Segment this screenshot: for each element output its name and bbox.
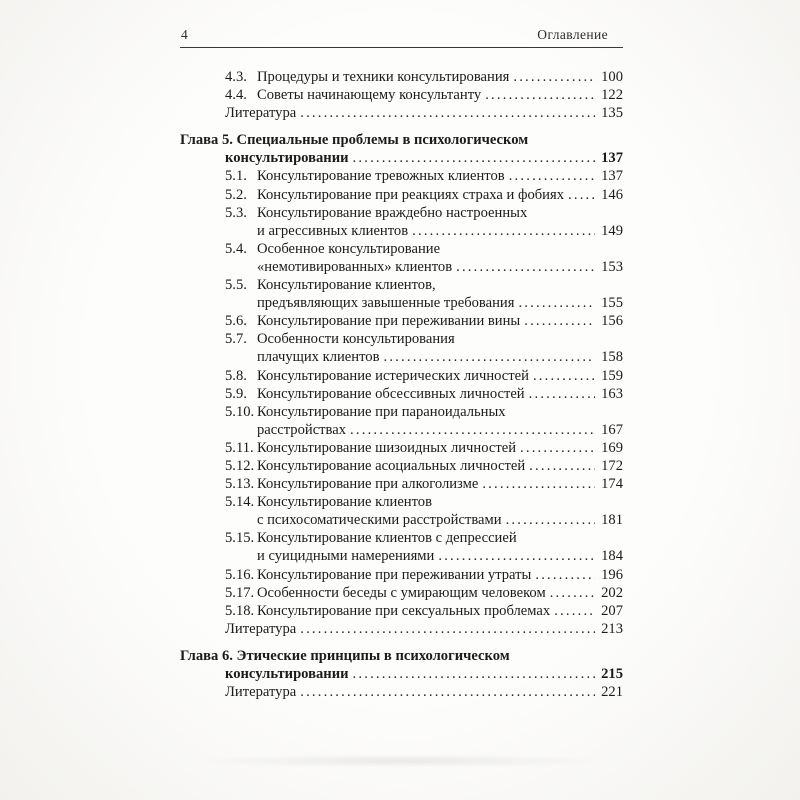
- toc-entry-literature-2: [225, 104, 623, 122]
- dot-leader: [353, 149, 595, 167]
- toc-entry-number: 5.5.: [225, 277, 247, 294]
- dot-leader: [353, 665, 595, 683]
- dot-leader: [513, 68, 595, 86]
- page-bottom-shadow: [190, 754, 610, 768]
- toc-entry-page: 149: [601, 222, 623, 239]
- dot-leader: [300, 104, 595, 122]
- toc-entry-5-13: [225, 475, 623, 493]
- dot-leader: [568, 186, 595, 204]
- toc-entry-5-9: [225, 385, 623, 403]
- toc-entry-page: 163: [601, 385, 623, 402]
- toc-entry-text: Консультирование клиентов: [257, 494, 432, 511]
- toc-entry-number: 5.15.: [225, 530, 255, 547]
- toc-entry-page: 135: [601, 105, 623, 122]
- toc-entry-text: Консультирование враждебно настроенных: [257, 204, 528, 221]
- toc-entry-5-3: [225, 204, 623, 240]
- toc-entry-number: 5.11.: [225, 439, 254, 456]
- toc-entry-number: 5.17.: [225, 584, 255, 601]
- toc-entry-5-4: [225, 240, 623, 276]
- toc-entry-page: 122: [601, 87, 623, 104]
- dot-leader: [412, 222, 595, 240]
- toc-entry-5-14: [225, 493, 623, 529]
- toc-entry-number: 5.2.: [225, 186, 247, 203]
- toc-entry-text: Консультирование тревожных клиентов: [257, 168, 505, 185]
- dot-leader: [524, 312, 595, 330]
- header-rule: [180, 47, 623, 48]
- toc-entry-5-5: [225, 276, 623, 312]
- running-head: [180, 27, 623, 47]
- dot-leader: [350, 421, 595, 439]
- toc-entry-number: 5.12.: [225, 457, 255, 474]
- toc-entry-page: 172: [601, 457, 623, 474]
- toc-entry-text: с психосоматическими расстройствами: [257, 512, 502, 529]
- toc-entry-4-4: [225, 86, 623, 104]
- dot-leader: [300, 683, 595, 701]
- toc-entry-5-2: [225, 186, 623, 204]
- toc-entry-text: Процедуры и техники консультирования: [257, 69, 510, 85]
- toc-entry-page: 174: [601, 476, 623, 493]
- toc-entry-page: 202: [601, 584, 623, 601]
- dot-leader: [535, 566, 595, 584]
- running-title: Оглавление: [537, 27, 608, 42]
- toc-entry-text: Особенное консультирование: [257, 240, 441, 257]
- toc-entry-5-1: [225, 167, 623, 185]
- toc-entry-text: «немотивированных» клиентов: [257, 258, 453, 275]
- toc-entry-page: 169: [601, 439, 623, 456]
- toc-entry-number: 5.4.: [225, 240, 247, 257]
- toc-entry-literature-22: [225, 620, 623, 638]
- toc-entry-text: Консультирование при переживании утраты: [257, 566, 532, 583]
- toc-entry-page: 158: [601, 349, 623, 366]
- toc-entry-text: Консультирование клиентов с депрессией: [257, 530, 517, 547]
- toc-entry-text: расстройствах: [257, 421, 347, 438]
- toc-entry-text: Консультирование при параноидальных: [257, 403, 506, 420]
- dot-leader: [533, 367, 595, 385]
- toc-entry-5-8: [225, 367, 623, 385]
- toc-entry-text: Консультирование шизоидных личностей: [257, 439, 517, 456]
- toc-entry-number: 5.18.: [225, 602, 255, 619]
- toc-entry-page: 137: [601, 168, 623, 185]
- toc-entry-number: 5.9.: [225, 385, 247, 402]
- toc-entry-5-16: [225, 566, 623, 584]
- toc-entry-page: 155: [601, 295, 623, 312]
- dot-leader: [485, 86, 595, 104]
- toc-entry-text: Консультирование при сексуальных проблемах: [257, 602, 551, 619]
- toc-entry-number: 5.8.: [225, 367, 247, 384]
- toc-entry-number: 5.16.: [225, 566, 255, 583]
- dot-leader: [554, 602, 595, 620]
- toc-entry-number: 5.6.: [225, 313, 247, 330]
- toc-entry-5-17: [225, 584, 623, 602]
- toc-entry-text: Особенности консультирования: [257, 331, 455, 348]
- dot-leader: [506, 511, 595, 529]
- toc-entry-text: плачущих клиентов: [257, 349, 380, 366]
- toc-entry-text: Консультирование клиентов,: [257, 277, 436, 294]
- toc-entry-text: Консультирование при переживании вины: [257, 313, 521, 330]
- dot-leader: [383, 348, 595, 366]
- toc-entry-text: Консультирование обсессивных личностей: [257, 385, 525, 402]
- toc-entry-number: 5.10.: [225, 403, 255, 420]
- dot-leader: [456, 258, 595, 276]
- toc-entry-page: 215: [601, 666, 623, 682]
- toc-entry-text: Литература: [225, 684, 297, 701]
- page-number: 4: [181, 27, 188, 42]
- toc-entry-text: консультировании: [225, 666, 349, 682]
- dot-leader: [438, 547, 595, 565]
- toc-entry-5-10: [225, 403, 623, 439]
- toc-entry-page: 156: [601, 313, 623, 330]
- toc-entry-page: 100: [601, 69, 623, 85]
- toc-entry-text: Консультирование истерических личностей: [257, 367, 529, 384]
- toc-entry-text: Глава 6. Этические принципы в психологическом: [180, 647, 510, 664]
- toc-entry-text: и суицидными намерениями: [257, 548, 435, 565]
- toc-entry-chapter-3: [180, 131, 623, 167]
- toc-entry-chapter-23: [180, 647, 623, 683]
- toc-entry-page: 137: [601, 150, 623, 167]
- toc-entry-text: Консультирование асоциальных личностей: [257, 457, 526, 474]
- toc-entry-text: и агрессивных клиентов: [257, 222, 409, 239]
- toc-entry-5-15: [225, 529, 623, 565]
- toc-entry-text: Литература: [225, 620, 297, 637]
- toc-entry-page: 213: [601, 620, 623, 637]
- dot-leader: [529, 457, 595, 475]
- toc-entry-text: Советы начинающему консультанту: [257, 87, 482, 104]
- toc-entry-page: 196: [601, 566, 623, 583]
- toc-entry-5-6: [225, 312, 623, 330]
- toc-entry-5-11: [225, 439, 623, 457]
- toc-entry-text: Консультирование при реакциях страха и фобиях: [257, 186, 564, 203]
- dot-leader: [300, 620, 595, 638]
- toc-entry-page: 207: [601, 602, 623, 619]
- toc-entry-text: Консультирование при алкоголизме: [257, 476, 479, 493]
- toc-entry-number: 5.14.: [225, 494, 255, 511]
- toc-entry-number: 4.3.: [225, 69, 247, 85]
- toc-entry-page: 167: [601, 421, 623, 438]
- toc-entry-page: 153: [601, 258, 623, 275]
- toc-entry-page: 146: [601, 186, 623, 203]
- dot-leader: [518, 294, 595, 312]
- dot-leader: [482, 475, 595, 493]
- toc-entry-number: 5.7.: [225, 331, 247, 348]
- toc-entry-number: 5.1.: [225, 168, 247, 185]
- toc-entry-number: 5.3.: [225, 204, 247, 221]
- toc-entry-text: Особенности беседы с умирающим человеком: [257, 584, 546, 601]
- toc-entry-page: 159: [601, 367, 623, 384]
- dot-leader: [520, 439, 595, 457]
- toc-entry-5-18: [225, 602, 623, 620]
- toc-entry-page: 221: [601, 684, 623, 701]
- toc-entry-number: 5.13.: [225, 476, 255, 493]
- toc-entry-4-3: [225, 68, 623, 86]
- toc-entry-text: консультировании: [225, 150, 349, 167]
- dot-leader: [550, 584, 595, 602]
- toc-entry-page: 181: [601, 512, 623, 529]
- toc-entry-number: 4.4.: [225, 87, 247, 104]
- toc-entry-5-7: [225, 330, 623, 366]
- toc-entry-text: предъявляющих завышенные требования: [257, 295, 515, 312]
- toc-entry-text: Глава 5. Специальные проблемы в психологическом: [180, 132, 529, 149]
- dot-leader: [529, 385, 595, 403]
- toc-entry-literature-24: [225, 683, 623, 701]
- dot-leader: [509, 167, 595, 185]
- toc-entry-5-12: [225, 457, 623, 475]
- toc-page: [180, 27, 623, 701]
- toc-list: [180, 68, 623, 701]
- toc-entry-page: 184: [601, 548, 623, 565]
- toc-entry-text: Литература: [225, 105, 297, 122]
